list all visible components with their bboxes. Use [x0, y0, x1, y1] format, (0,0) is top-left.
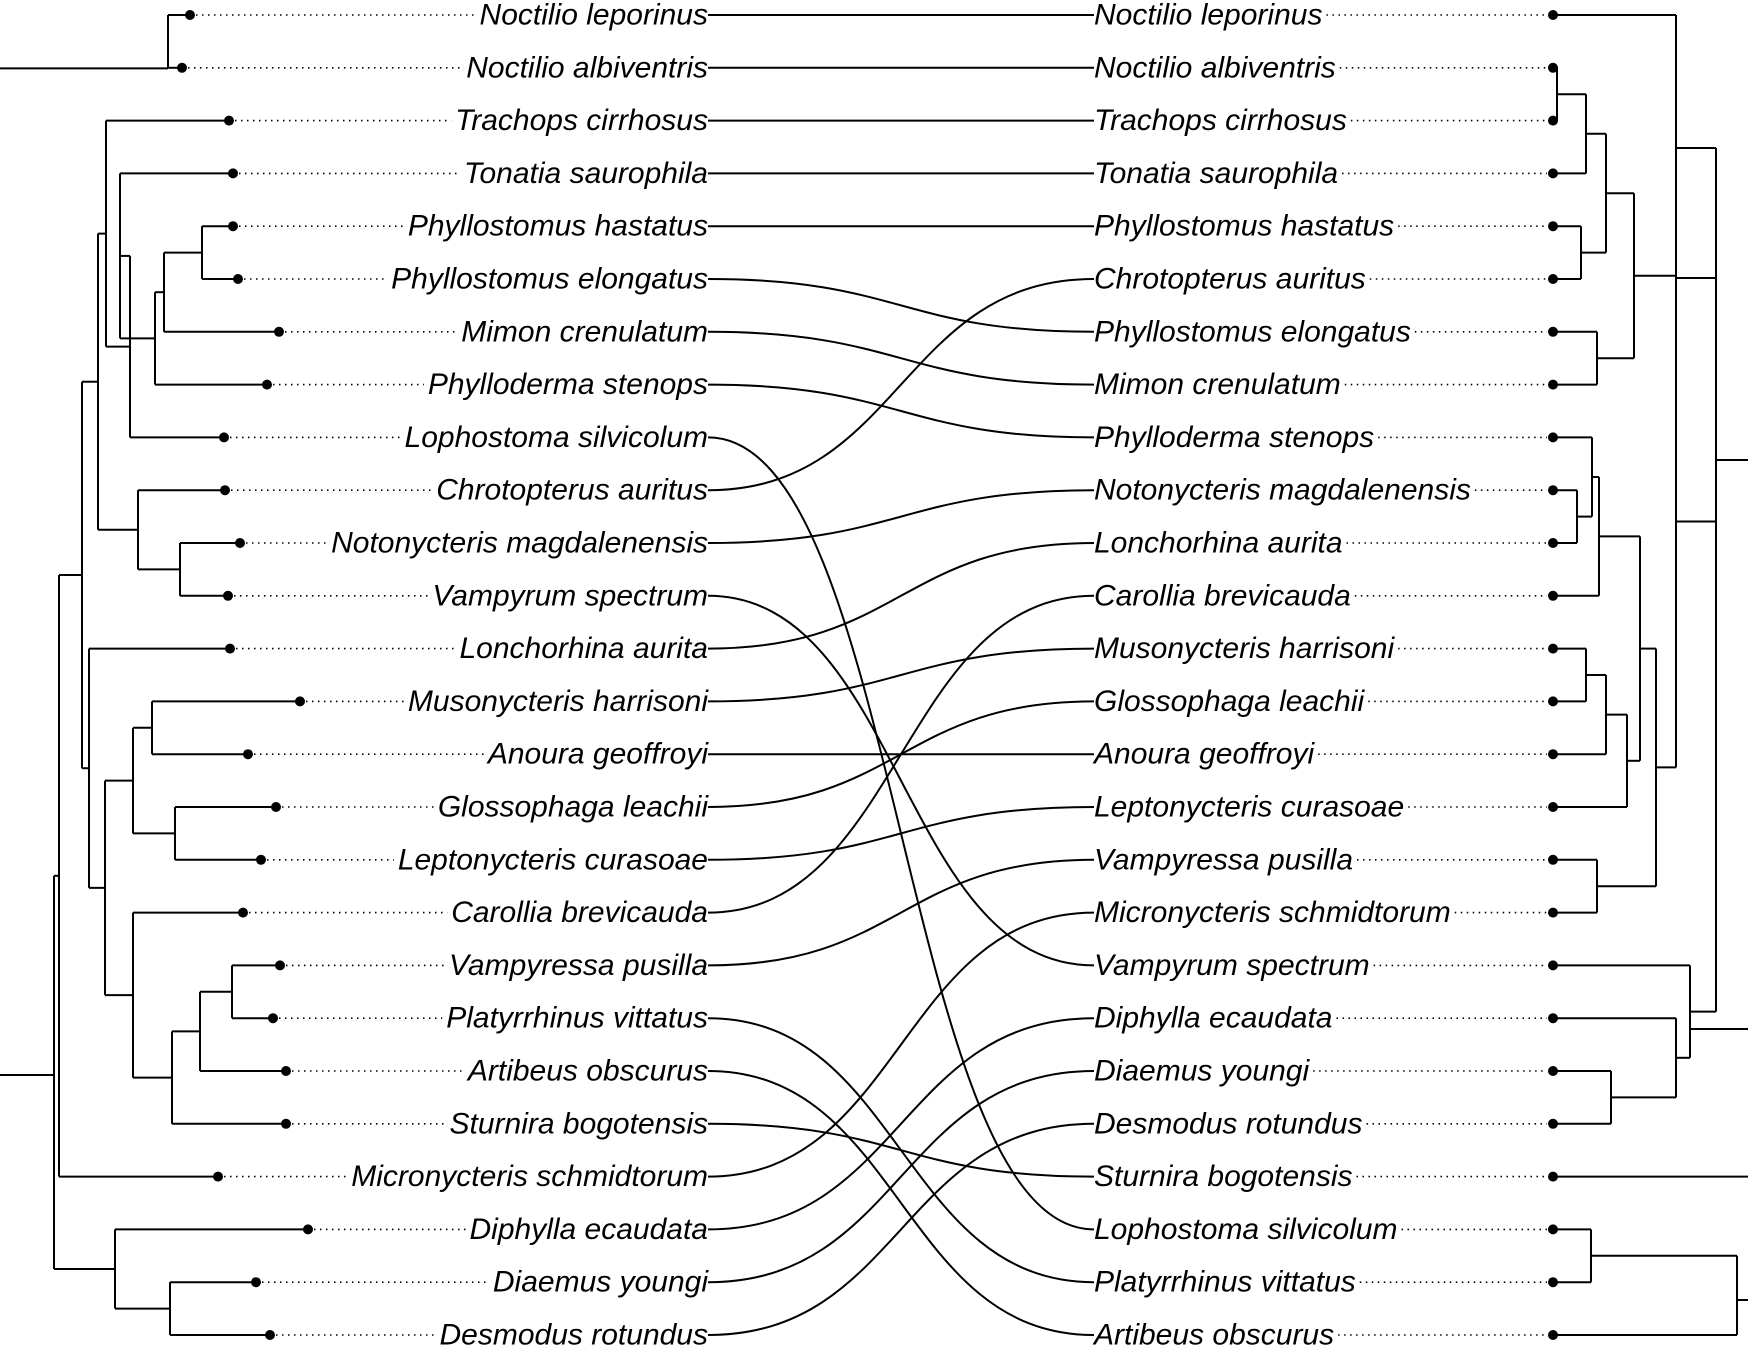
- left-tip-node-musonycteris-harrisoni: [295, 696, 305, 706]
- right-tip-node-glossophaga-leachii: [1548, 696, 1558, 706]
- right-tip-node-phylloderma-stenops: [1548, 432, 1558, 442]
- association-line-chrotopterus-auritus: [708, 279, 1094, 490]
- association-line-notonycteris-magdalenensis: [708, 490, 1094, 543]
- right-tip-node-vampyrum-spectrum: [1548, 960, 1558, 970]
- association-line-lonchorhina-aurita: [708, 543, 1094, 649]
- left-tip-node-trachops-cirrhosus: [224, 116, 234, 126]
- left-tip-node-noctilio-albiventris: [177, 63, 187, 73]
- left-tip-label-anoura-geoffroyi: Anoura geoffroyi: [487, 737, 708, 771]
- right-tip-label-lonchorhina-aurita: Lonchorhina aurita: [1094, 526, 1343, 560]
- association-line-mimon-crenulatum: [708, 332, 1094, 385]
- right-tip-label-anoura-geoffroyi: Anoura geoffroyi: [1094, 737, 1315, 771]
- left-tip-label-tonatia-saurophila: Tonatia saurophila: [463, 156, 708, 190]
- right-tip-label-desmodus-rotundus: Desmodus rotundus: [1094, 1107, 1363, 1141]
- right-tip-node-carollia-brevicauda: [1548, 591, 1558, 601]
- left-tip-label-diaemus-youngi: Diaemus youngi: [492, 1265, 708, 1299]
- left-tip-node-phylloderma-stenops: [262, 380, 272, 390]
- left-tip-label-phyllostomus-hastatus: Phyllostomus hastatus: [407, 209, 708, 243]
- right-tip-node-artibeus-obscurus: [1548, 1330, 1558, 1340]
- right-tip-label-musonycteris-harrisoni: Musonycteris harrisoni: [1094, 632, 1395, 666]
- tip-connector-lines: [708, 15, 1094, 1335]
- left-tip-label-vampyressa-pusilla: Vampyressa pusilla: [449, 948, 708, 982]
- right-tip-node-tonatia-saurophila: [1548, 168, 1558, 178]
- right-tip-label-mimon-crenulatum: Mimon crenulatum: [1094, 368, 1341, 402]
- left-tip-label-noctilio-leporinus: Noctilio leporinus: [479, 0, 708, 32]
- left-tip-label-carollia-brevicauda: Carollia brevicauda: [451, 896, 708, 930]
- right-tip-node-diaemus-youngi: [1548, 1066, 1558, 1076]
- right-tip-label-noctilio-albiventris: Noctilio albiventris: [1094, 51, 1336, 85]
- left-tip-node-platyrrhinus-vittatus: [268, 1013, 278, 1023]
- left-tip-label-chrotopterus-auritus: Chrotopterus auritus: [436, 473, 708, 507]
- left-tip-label-musonycteris-harrisoni: Musonycteris harrisoni: [407, 684, 708, 718]
- right-tip-label-micronycteris-schmidtorum: Micronycteris schmidtorum: [1094, 896, 1451, 930]
- right-tip-node-platyrrhinus-vittatus: [1548, 1277, 1558, 1287]
- right-tip-node-noctilio-leporinus: [1548, 10, 1558, 20]
- left-tip-node-noctilio-leporinus: [185, 10, 195, 20]
- right-tip-label-lophostoma-silvicolum: Lophostoma silvicolum: [1094, 1212, 1398, 1246]
- left-tip-label-noctilio-albiventris: Noctilio albiventris: [466, 51, 708, 85]
- right-tip-label-phyllostomus-elongatus: Phyllostomus elongatus: [1094, 315, 1411, 349]
- association-line-desmodus-rotundus: [708, 1124, 1094, 1335]
- left-tip-node-notonycteris-magdalenensis: [235, 538, 245, 548]
- right-tip-label-diaemus-youngi: Diaemus youngi: [1094, 1054, 1310, 1088]
- association-line-vampyressa-pusilla: [708, 860, 1094, 966]
- right-tip-node-micronycteris-schmidtorum: [1548, 908, 1558, 918]
- right-tip-label-leptonycteris-curasoae: Leptonycteris curasoae: [1094, 790, 1405, 824]
- left-tip-label-glossophaga-leachii: Glossophaga leachii: [437, 790, 708, 824]
- left-tip-node-vampyrum-spectrum: [223, 591, 233, 601]
- right-tip-node-phyllostomus-hastatus: [1548, 221, 1558, 231]
- association-line-phylloderma-stenops: [708, 385, 1094, 438]
- left-tip-label-artibeus-obscurus: Artibeus obscurus: [467, 1054, 708, 1088]
- association-line-diaemus-youngi: [708, 1071, 1094, 1282]
- right-tip-node-anoura-geoffroyi: [1548, 749, 1558, 759]
- right-tip-node-lophostoma-silvicolum: [1548, 1224, 1558, 1234]
- right-tip-label-tonatia-saurophila: Tonatia saurophila: [1094, 156, 1339, 190]
- right-tip-node-vampyressa-pusilla: [1548, 855, 1558, 865]
- left-tip-labels: [331, 0, 709, 1351]
- left-tip-node-micronycteris-schmidtorum: [213, 1172, 223, 1182]
- association-line-diphylla-ecaudata: [708, 1018, 1094, 1229]
- right-tip-label-trachops-cirrhosus: Trachops cirrhosus: [1094, 104, 1347, 138]
- right-tip-label-vampyressa-pusilla: Vampyressa pusilla: [1094, 843, 1353, 877]
- right-tip-label-artibeus-obscurus: Artibeus obscurus: [1094, 1318, 1335, 1351]
- left-tip-node-mimon-crenulatum: [274, 327, 284, 337]
- left-tip-label-micronycteris-schmidtorum: Micronycteris schmidtorum: [351, 1160, 708, 1194]
- right-tip-node-desmodus-rotundus: [1548, 1119, 1558, 1129]
- right-tip-label-phylloderma-stenops: Phylloderma stenops: [1094, 420, 1375, 454]
- left-tip-node-anoura-geoffroyi: [243, 749, 253, 759]
- left-tip-label-phylloderma-stenops: Phylloderma stenops: [427, 368, 708, 402]
- left-tip-label-vampyrum-spectrum: Vampyrum spectrum: [432, 579, 708, 613]
- right-tip-label-noctilio-leporinus: Noctilio leporinus: [1094, 0, 1323, 32]
- association-line-musonycteris-harrisoni: [708, 649, 1094, 702]
- left-tip-node-phyllostomus-elongatus: [233, 274, 243, 284]
- left-tip-label-diphylla-ecaudata: Diphylla ecaudata: [469, 1212, 708, 1246]
- right-tip-label-glossophaga-leachii: Glossophaga leachii: [1094, 684, 1365, 718]
- left-tip-label-leptonycteris-curasoae: Leptonycteris curasoae: [397, 843, 708, 877]
- right-tip-label-notonycteris-magdalenensis: Notonycteris magdalenensis: [1094, 473, 1471, 507]
- right-tip-label-platyrrhinus-vittatus: Platyrrhinus vittatus: [1094, 1265, 1356, 1299]
- right-tip-label-chrotopterus-auritus: Chrotopterus auritus: [1094, 262, 1366, 296]
- right-tip-labels: [1092, 0, 1471, 1351]
- right-tip-node-mimon-crenulatum: [1548, 380, 1558, 390]
- right-tip-node-chrotopterus-auritus: [1548, 274, 1558, 284]
- right-tip-label-sturnira-bogotensis: Sturnira bogotensis: [1094, 1160, 1353, 1194]
- left-tip-label-desmodus-rotundus: Desmodus rotundus: [439, 1318, 708, 1351]
- left-tip-label-sturnira-bogotensis: Sturnira bogotensis: [449, 1107, 708, 1141]
- left-tip-label-platyrrhinus-vittatus: Platyrrhinus vittatus: [446, 1001, 708, 1035]
- right-tip-node-sturnira-bogotensis: [1548, 1172, 1558, 1182]
- left-tip-node-diaemus-youngi: [251, 1277, 261, 1287]
- left-tip-label-lophostoma-silvicolum: Lophostoma silvicolum: [404, 420, 708, 454]
- left-tip-node-lonchorhina-aurita: [225, 644, 235, 654]
- left-tip-node-sturnira-bogotensis: [281, 1119, 291, 1129]
- right-tip-node-notonycteris-magdalenensis: [1548, 485, 1558, 495]
- association-line-leptonycteris-curasoae: [708, 807, 1094, 860]
- left-tip-label-mimon-crenulatum: Mimon crenulatum: [461, 315, 708, 349]
- left-tip-label-trachops-cirrhosus: Trachops cirrhosus: [455, 104, 708, 138]
- right-tip-label-phyllostomus-hastatus: Phyllostomus hastatus: [1094, 209, 1395, 243]
- right-tip-node-trachops-cirrhosus: [1548, 116, 1558, 126]
- right-tip-node-noctilio-albiventris: [1548, 63, 1558, 73]
- right-tip-label-diphylla-ecaudata: Diphylla ecaudata: [1094, 1001, 1333, 1035]
- left-tip-node-chrotopterus-auritus: [220, 485, 230, 495]
- left-tip-node-diphylla-ecaudata: [303, 1224, 313, 1234]
- left-tip-node-vampyressa-pusilla: [275, 960, 285, 970]
- left-tip-node-desmodus-rotundus: [265, 1330, 275, 1340]
- left-tip-node-carollia-brevicauda: [238, 908, 248, 918]
- left-tip-node-artibeus-obscurus: [281, 1066, 291, 1076]
- left-tip-node-tonatia-saurophila: [228, 168, 238, 178]
- right-tip-node-diphylla-ecaudata: [1548, 1013, 1558, 1023]
- right-tip-node-lonchorhina-aurita: [1548, 538, 1558, 548]
- left-tip-node-glossophaga-leachii: [271, 802, 281, 812]
- right-tip-node-phyllostomus-elongatus: [1548, 327, 1558, 337]
- right-tip-node-leptonycteris-curasoae: [1548, 802, 1558, 812]
- right-tip-label-vampyrum-spectrum: Vampyrum spectrum: [1094, 948, 1370, 982]
- left-tip-label-lonchorhina-aurita: Lonchorhina aurita: [459, 632, 708, 666]
- left-tip-label-notonycteris-magdalenensis: Notonycteris magdalenensis: [331, 526, 708, 560]
- right-tip-label-carollia-brevicauda: Carollia brevicauda: [1094, 579, 1351, 613]
- left-tip-node-lophostoma-silvicolum: [219, 432, 229, 442]
- left-tip-label-phyllostomus-elongatus: Phyllostomus elongatus: [391, 262, 708, 296]
- right-tip-node-musonycteris-harrisoni: [1548, 644, 1558, 654]
- left-tip-node-leptonycteris-curasoae: [256, 855, 266, 865]
- left-tip-node-phyllostomus-hastatus: [228, 221, 238, 231]
